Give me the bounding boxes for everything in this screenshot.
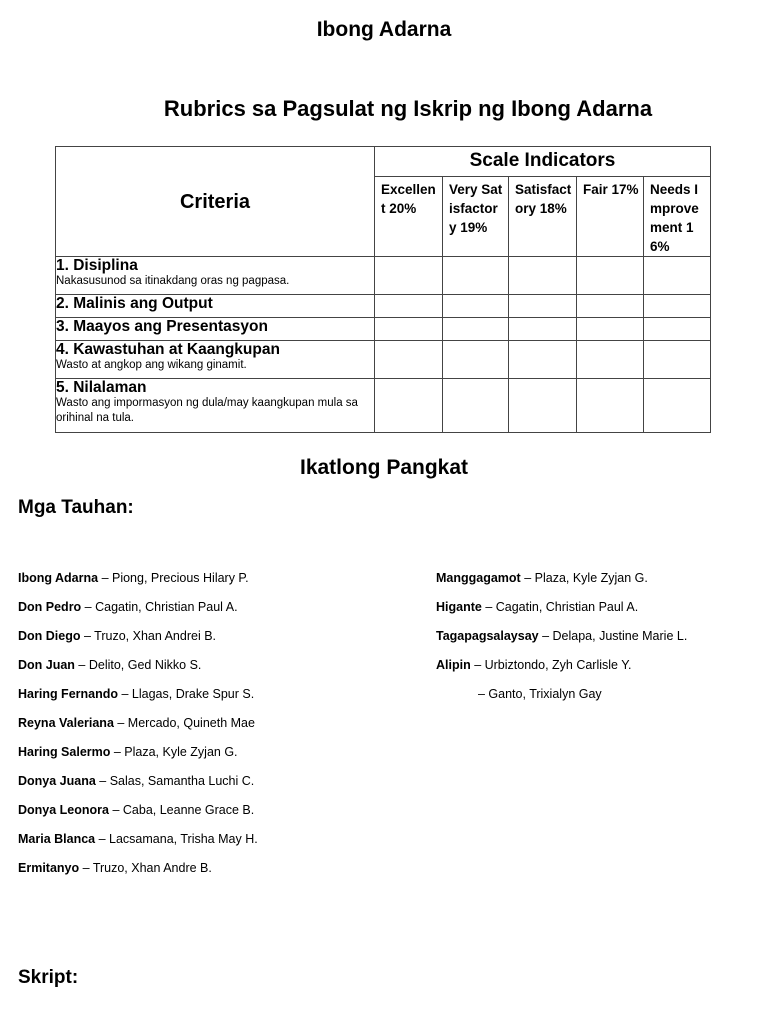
- score-cell[interactable]: [644, 379, 711, 433]
- cast-entry: [18, 629, 216, 643]
- cast-role: Donya Juana: [18, 774, 96, 788]
- cast-actor: – Caba, Leanne Grace B.: [109, 803, 255, 817]
- cast-role: Donya Leonora: [18, 803, 109, 817]
- cast-entry: [436, 629, 687, 643]
- cast-actor: – Cagatin, Christian Paul A.: [81, 600, 238, 614]
- score-cell[interactable]: [443, 295, 509, 318]
- cast-actor: – Salas, Samantha Luchi C.: [95, 774, 255, 788]
- criterion-description: Nakasusunod sa itinakdang oras ng pagpasa.: [56, 275, 290, 288]
- criterion-cell: [56, 295, 375, 318]
- cast-actor: – Ganto, Trixialyn Gay: [478, 687, 602, 701]
- cast-entry: [18, 832, 258, 846]
- criterion-name: 5. Nilalaman: [56, 379, 147, 396]
- cast-role: Tagapagsalaysay: [436, 629, 539, 643]
- criterion-cell: [56, 379, 375, 433]
- cast-role: Ibong Adarna: [18, 571, 99, 585]
- score-cell[interactable]: [375, 318, 443, 341]
- score-cell[interactable]: [375, 257, 443, 295]
- rubric-row: [56, 379, 711, 433]
- cast-entry: [18, 571, 249, 585]
- level-needs-improvement: Needs Improvement 16%: [644, 177, 711, 257]
- cast-actor: – Cagatin, Christian Paul A.: [481, 600, 639, 614]
- rubric-title: Rubrics sa Pagsulat ng Iskrip ng Ibong Adarna: [163, 96, 653, 121]
- cast-entry: [18, 774, 254, 788]
- criterion-cell: [56, 257, 375, 295]
- score-cell[interactable]: [577, 341, 644, 379]
- cast-entry: [436, 571, 648, 585]
- rubric-table: [55, 146, 711, 433]
- score-cell[interactable]: [577, 295, 644, 318]
- criterion-description: Wasto at angkop ang wikang ginamit.: [56, 359, 247, 372]
- score-cell[interactable]: [509, 257, 577, 295]
- score-cell[interactable]: [443, 379, 509, 433]
- score-cell[interactable]: [577, 318, 644, 341]
- score-cell[interactable]: [644, 318, 711, 341]
- cast-role: Don Juan: [18, 658, 75, 672]
- cast-entry: [18, 658, 201, 672]
- score-cell[interactable]: [375, 379, 443, 433]
- score-cell[interactable]: [644, 257, 711, 295]
- rubric-row: [56, 318, 711, 341]
- document-title: Ibong Adarna: [316, 18, 452, 41]
- criterion-name: 2. Malinis ang Output: [56, 295, 213, 312]
- cast-entry: [478, 687, 602, 701]
- score-cell[interactable]: [644, 341, 711, 379]
- rubric-header-row: [56, 147, 711, 177]
- score-cell[interactable]: [443, 257, 509, 295]
- cast-entry: [436, 658, 631, 672]
- criterion-cell: [56, 318, 375, 341]
- group-title: Ikatlong Pangkat: [299, 456, 469, 479]
- score-cell[interactable]: [509, 379, 577, 433]
- score-cell[interactable]: [644, 295, 711, 318]
- cast-actor: – Plaza, Kyle Zyjan G.: [110, 745, 238, 759]
- score-cell[interactable]: [577, 379, 644, 433]
- cast-actor: – Urbiztondo, Zyh Carlisle Y.: [470, 658, 632, 672]
- cast-actor: – Llagas, Drake Spur S.: [118, 687, 255, 701]
- criterion-name: 3. Maayos ang Presentasyon: [56, 318, 268, 335]
- cast-role: Reyna Valeriana: [18, 716, 114, 730]
- cast-entry: [436, 600, 638, 614]
- script-heading: Skript:: [18, 967, 79, 988]
- cast-role: Manggagamot: [436, 571, 521, 585]
- cast-role: Don Diego: [18, 629, 81, 643]
- cast-actor: – Delapa, Justine Marie L.: [538, 629, 688, 643]
- cast-entry: [18, 803, 254, 817]
- cast-actor: – Lacsamana, Trisha May H.: [95, 832, 258, 846]
- score-cell[interactable]: [375, 341, 443, 379]
- level-very-satisfactory: Very Satisfactory 19%: [443, 177, 509, 257]
- criterion-cell: [56, 341, 375, 379]
- criteria-header: Criteria: [56, 147, 375, 257]
- scale-indicators-header: Scale Indicators: [375, 147, 711, 177]
- rubric-row: [56, 257, 711, 295]
- score-cell[interactable]: [375, 295, 443, 318]
- rubric-row: [56, 341, 711, 379]
- cast-role: Don Pedro: [18, 600, 82, 614]
- cast-actor: – Plaza, Kyle Zyjan G.: [520, 571, 648, 585]
- criterion-name: 4. Kawastuhan at Kaangkupan: [56, 341, 280, 358]
- cast-role: Alipin: [436, 658, 471, 672]
- cast-entry: [18, 600, 238, 614]
- cast-actor: – Piong, Precious Hilary P.: [98, 571, 249, 585]
- cast-entry: [18, 745, 238, 759]
- score-cell[interactable]: [443, 318, 509, 341]
- cast-role: Haring Fernando: [18, 687, 119, 701]
- cast-role: Maria Blanca: [18, 832, 96, 846]
- criterion-name: 1. Disiplina: [56, 257, 138, 274]
- cast-actor: – Mercado, Quineth Mae: [113, 716, 255, 730]
- cast-heading: Mga Tauhan:: [18, 497, 134, 518]
- level-satisfactory: Satisfactory 18%: [509, 177, 577, 257]
- cast-role: Ermitanyo: [18, 861, 80, 875]
- cast-entry: [18, 687, 254, 701]
- cast-actor: – Truzo, Xhan Andre B.: [79, 861, 212, 875]
- level-excellent: Excellent 20%: [375, 177, 443, 257]
- level-fair: Fair 17%: [577, 177, 644, 257]
- score-cell[interactable]: [577, 257, 644, 295]
- cast-role: Higante: [436, 600, 482, 614]
- cast-entry: [18, 716, 255, 730]
- cast-actor: – Truzo, Xhan Andrei B.: [80, 629, 216, 643]
- rubric-row: [56, 295, 711, 318]
- score-cell[interactable]: [509, 295, 577, 318]
- cast-entry: [18, 861, 212, 875]
- score-cell[interactable]: [509, 318, 577, 341]
- cast-actor: – Delito, Ged Nikko S.: [74, 658, 202, 672]
- criterion-description: Wasto ang impormasyon ng dula/may kaangkupan mula sa orihinal na tula.: [56, 397, 358, 424]
- cast-role: Haring Salermo: [18, 745, 111, 759]
- score-cell[interactable]: [443, 341, 509, 379]
- score-cell[interactable]: [509, 341, 577, 379]
